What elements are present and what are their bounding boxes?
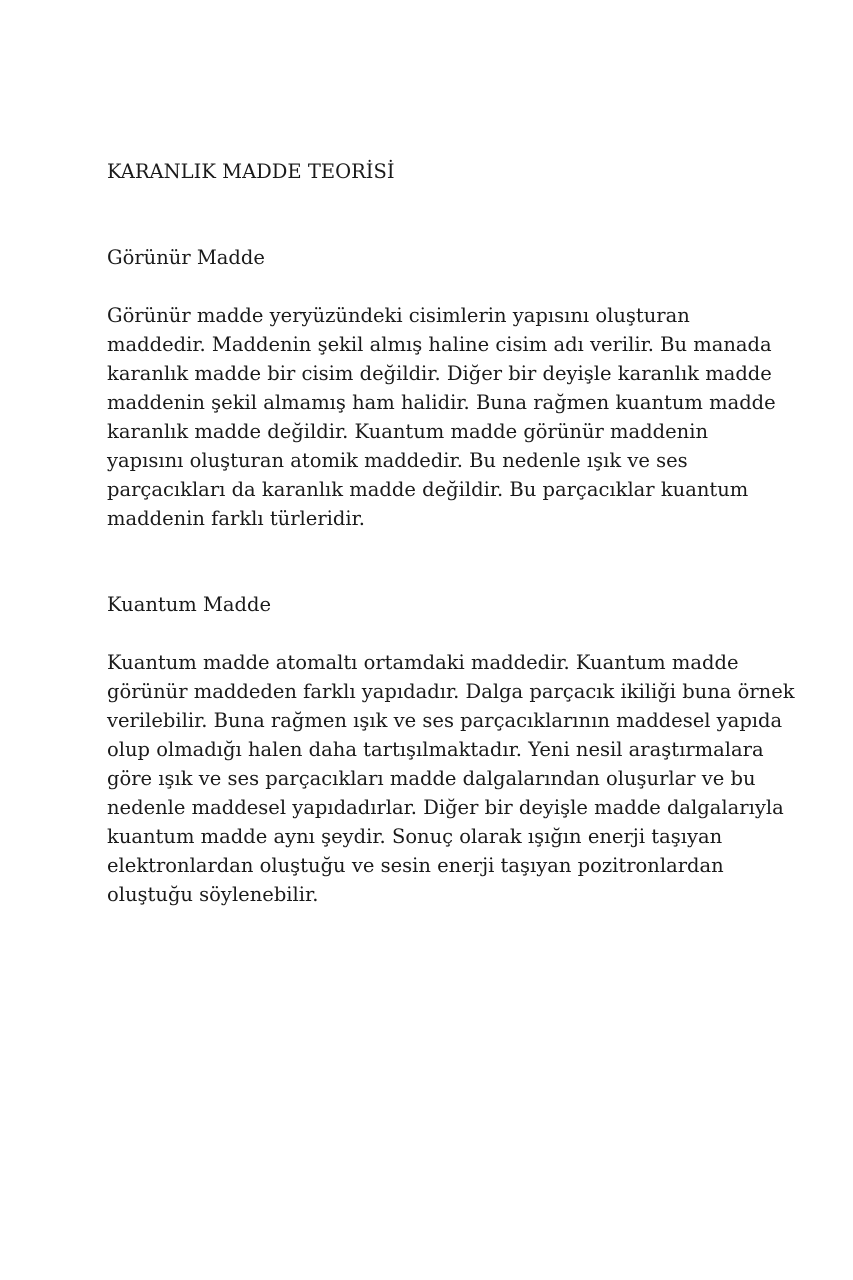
paragraph-line: verilebilir. Buna rağmen ışık ve ses parçacıklarının maddesel yapıda: [107, 709, 783, 732]
paragraph-line: göre ışık ve ses parçacıkları madde dalgalarından oluşurlar ve bu: [107, 767, 756, 790]
paragraph-line: Kuantum madde atomaltı ortamdaki maddedir. Kuantum madde: [107, 651, 739, 674]
section-heading-gorunur-madde: Görünür Madde: [107, 246, 265, 269]
paragraph-line: parçacıkları da karanlık madde değildir. Bu parçacıklar kuantum: [107, 478, 749, 501]
section-paragraph-kuantum-madde: [107, 648, 795, 909]
paragraph-line: kuantum madde aynı şeydir. Sonuç olarak ışığın enerji taşıyan: [107, 825, 723, 848]
paragraph-line: Görünür madde yeryüzündeki cisimlerin yapısını oluşturan: [107, 304, 690, 327]
section-heading-kuantum-madde: Kuantum Madde: [107, 593, 272, 616]
paragraph-line: oluştuğu söylenebilir.: [107, 883, 319, 906]
paragraph-line: olup olmadığı halen daha tartışılmaktadır. Yeni nesil araştırmalara: [107, 738, 764, 761]
paragraph-line: görünür maddeden farklı yapıdadır. Dalga parçacık ikiliği buna örnek: [107, 680, 795, 703]
paragraph-line: elektronlardan oluştuğu ve sesin enerji taşıyan pozitronlardan: [107, 854, 724, 877]
paragraph-line: karanlık madde bir cisim değildir. Diğer bir deyişle karanlık madde: [107, 362, 772, 385]
paragraph-line: yapısını oluşturan atomik maddedir. Bu nedenle ışık ve ses: [107, 449, 688, 472]
paragraph-line: maddedir. Maddenin şekil almış haline cisim adı verilir. Bu manada: [107, 333, 772, 356]
paragraph-line: maddenin şekil almamış ham halidir. Buna rağmen kuantum madde: [107, 391, 776, 414]
section-paragraph-gorunur-madde: [107, 301, 776, 533]
paragraph-line: karanlık madde değildir. Kuantum madde görünür maddenin: [107, 420, 709, 443]
document-title: KARANLIK MADDE TEORİSİ: [107, 160, 395, 183]
paragraph-line: maddenin farklı türleridir.: [107, 507, 365, 530]
paragraph-line: nedenle maddesel yapıdadırlar. Diğer bir deyişle madde dalgalarıyla: [107, 796, 784, 819]
